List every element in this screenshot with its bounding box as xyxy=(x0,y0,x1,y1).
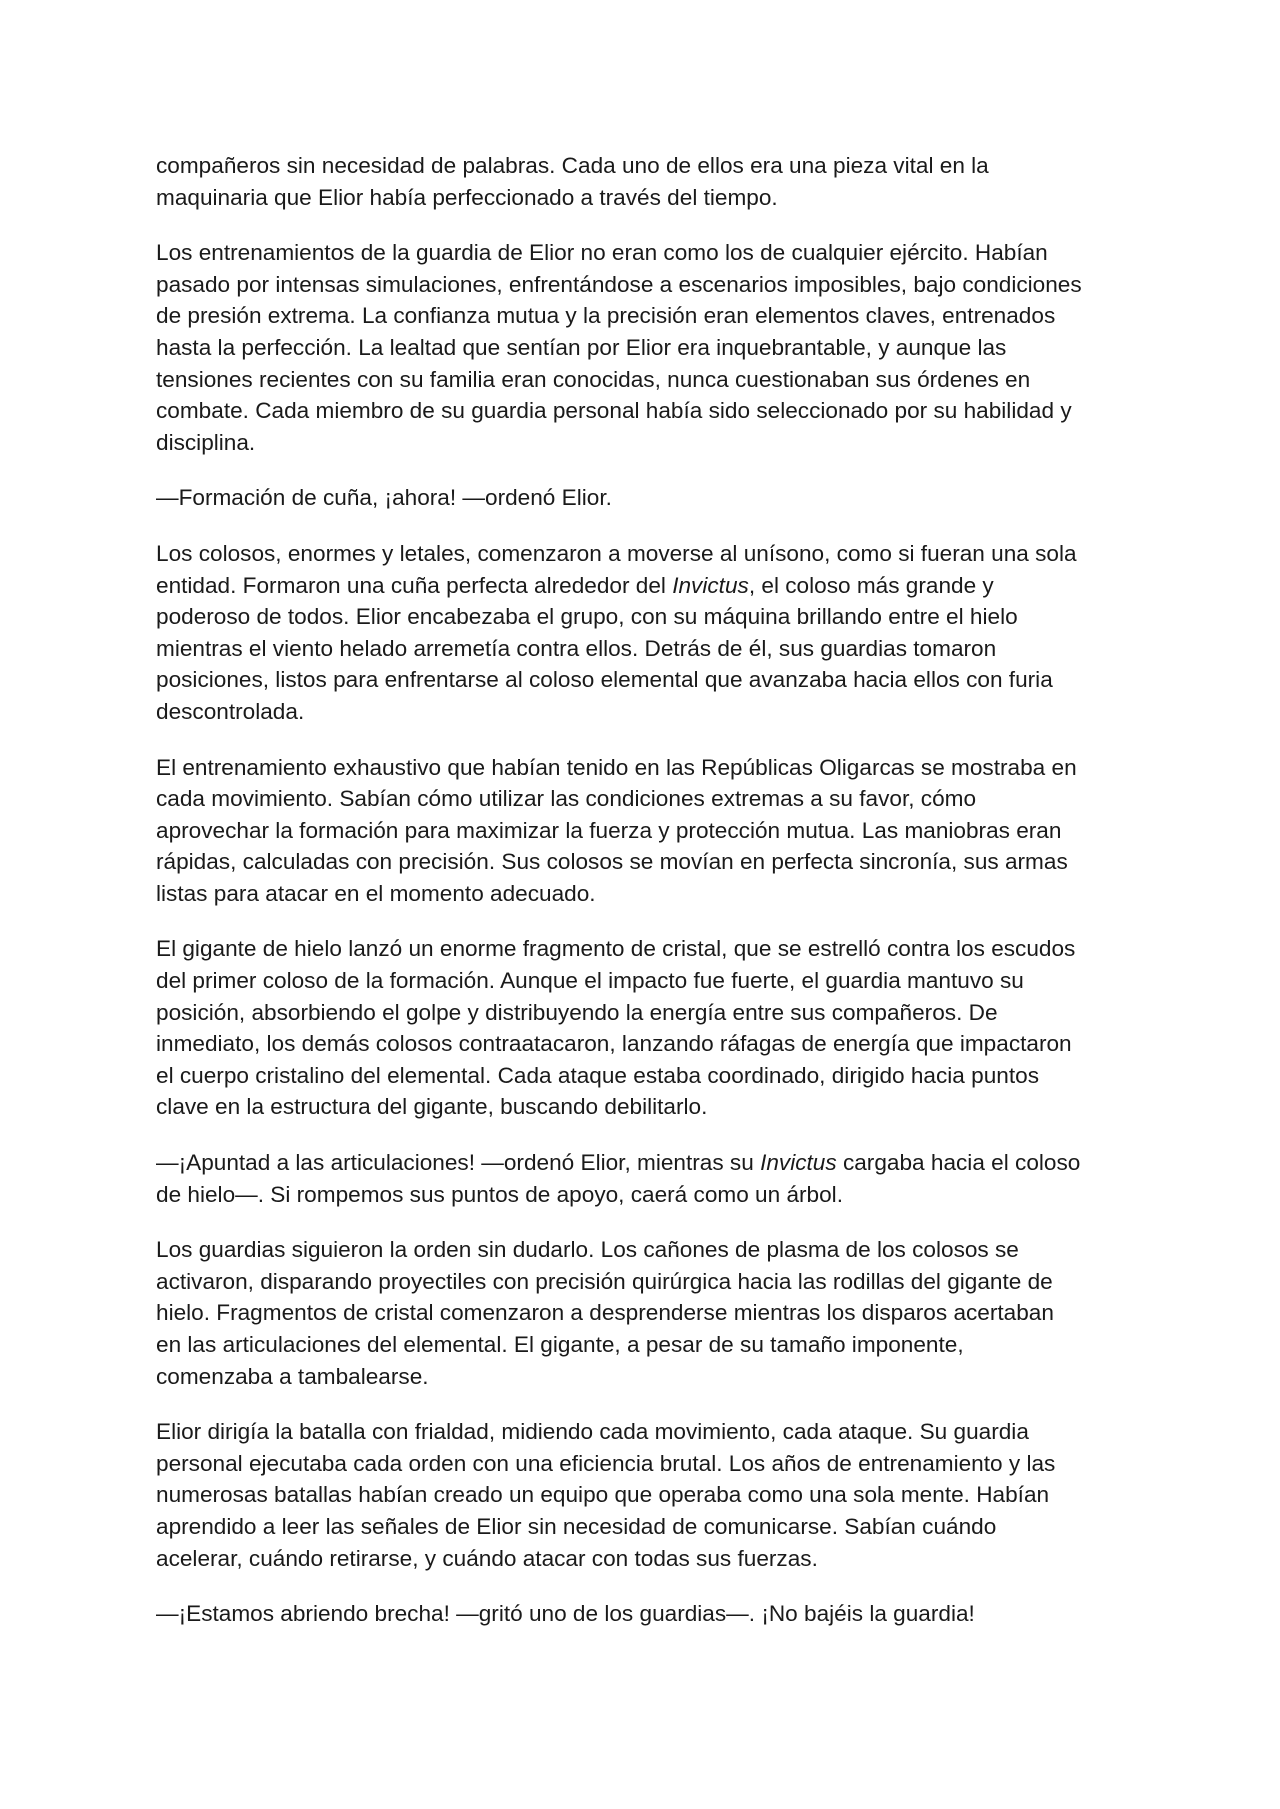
text-line xyxy=(156,664,1136,696)
italic-text: Invictus xyxy=(760,1150,837,1176)
text-run: maquinaria que Elior había perfeccionado a través del tiempo. xyxy=(156,184,778,210)
text-run: , el coloso más grande y xyxy=(748,572,994,598)
text-run: poderoso de todos. Elior encabezaba el grupo, con su máquina brillando entre el hielo xyxy=(156,604,1018,630)
text-line xyxy=(156,570,1136,602)
text-line xyxy=(156,1028,1136,1060)
document-body xyxy=(156,150,1136,1654)
paragraph xyxy=(156,237,1136,458)
text-run: Elior dirigía la batalla con frialdad, midiendo cada movimiento, cada ataque. Su guardia xyxy=(156,1419,1029,1445)
text-line xyxy=(156,1416,1136,1448)
text-run: mientras el viento helado arremetía contra ellos. Detrás de él, sus guardias tomaron xyxy=(156,635,997,661)
paragraph xyxy=(156,482,1136,514)
text-line xyxy=(156,878,1136,910)
text-line xyxy=(156,1448,1136,1480)
text-run: posiciones, listos para enfrentarse al coloso elemental que avanzaba hacia ellos con furia xyxy=(156,667,1053,693)
text-line xyxy=(156,1091,1136,1123)
text-line xyxy=(156,1511,1136,1543)
text-run: del primer coloso de la formación. Aunque el impacto fue fuerte, el guardia mantuvo su xyxy=(156,968,1024,994)
text-run: aprendido a leer las señales de Elior sin necesidad de comunicarse. Sabían cuándo xyxy=(156,1513,997,1539)
text-line xyxy=(156,182,1136,214)
text-line xyxy=(156,1329,1136,1361)
text-run: combate. Cada miembro de su guardia personal había sido seleccionado por su habilidad y xyxy=(156,398,1072,424)
text-line xyxy=(156,300,1136,332)
text-run: inmediato, los demás colosos contraatacaron, lanzando ráfagas de energía que impactaron xyxy=(156,1031,1072,1057)
text-line xyxy=(156,364,1136,396)
text-run: descontrolada. xyxy=(156,698,305,724)
text-line xyxy=(156,1479,1136,1511)
text-line xyxy=(156,997,1136,1029)
text-line xyxy=(156,815,1136,847)
text-line xyxy=(156,965,1136,997)
text-run: acelerar, cuándo retirarse, y cuándo atacar con todas sus fuerzas. xyxy=(156,1545,818,1571)
text-run: tensiones recientes con su familia eran conocidas, nunca cuestionaban sus órdenes en xyxy=(156,366,1031,392)
paragraph xyxy=(156,1416,1136,1574)
text-run: de presión extrema. La confianza mutua y la precisión eran elementos claves, entrenados xyxy=(156,303,1056,329)
text-line xyxy=(156,752,1136,784)
text-run: —Formación de cuña, ¡ahora! —ordenó Elior. xyxy=(156,485,612,511)
text-line xyxy=(156,395,1136,427)
text-line xyxy=(156,269,1136,301)
text-line xyxy=(156,150,1136,182)
text-run: Los colosos, enormes y letales, comenzaron a moverse al unísono, como si fueran una sola xyxy=(156,540,1077,566)
text-line xyxy=(156,1060,1136,1092)
text-run: personal ejecutaba cada orden con una eficiencia brutal. Los años de entrenamiento y las xyxy=(156,1450,1056,1476)
text-line xyxy=(156,1234,1136,1266)
text-run: el cuerpo cristalino del elemental. Cada ataque estaba coordinado, dirigido hacia puntos xyxy=(156,1062,1039,1088)
paragraph xyxy=(156,1598,1136,1630)
text-run: hasta la perfección. La lealtad que sentían por Elior era inquebrantable, y aunque las xyxy=(156,334,1007,360)
text-line xyxy=(156,633,1136,665)
text-line xyxy=(156,783,1136,815)
text-line xyxy=(156,1361,1136,1393)
text-run: disciplina. xyxy=(156,429,256,455)
text-run: —¡Apuntad a las articulaciones! —ordenó Elior, mientras su xyxy=(156,1150,761,1176)
paragraph xyxy=(156,752,1136,910)
text-line xyxy=(156,237,1136,269)
text-run: en las articulaciones del elemental. El gigante, a pesar de su tamaño imponente, xyxy=(156,1332,964,1357)
text-line xyxy=(156,846,1136,878)
text-run: de hielo—. Si rompemos sus puntos de apoyo, caerá como un árbol. xyxy=(156,1181,843,1207)
text-run: clave en la estructura del gigante, buscando debilitarlo. xyxy=(156,1094,708,1120)
text-line xyxy=(156,332,1136,364)
text-run: cargaba hacia el coloso xyxy=(836,1150,1081,1176)
text-run: entidad. Formaron una cuña perfecta alrededor del xyxy=(156,572,673,598)
text-run: cada movimiento. Sabían cómo utilizar las condiciones extremas a su favor, cómo xyxy=(156,786,977,812)
text-run: activaron, disparando proyectiles con precisión quirúrgica hacia las rodillas del gigante de xyxy=(156,1268,1053,1294)
text-run: Los entrenamientos de la guardia de Elior no eran como los de cualquier ejército. Habían xyxy=(156,240,1048,266)
text-line xyxy=(156,1147,1136,1179)
text-line xyxy=(156,1543,1136,1575)
text-run: rápidas, calculadas con precisión. Sus colosos se movían en perfecta sincronía, sus armas xyxy=(156,849,1068,875)
paragraph xyxy=(156,150,1136,213)
paragraph xyxy=(156,933,1136,1123)
text-line xyxy=(156,1266,1136,1298)
text-run: El gigante de hielo lanzó un enorme fragmento de cristal, que se estrelló contra los escudos xyxy=(156,936,1076,962)
text-line xyxy=(156,1179,1136,1211)
text-line xyxy=(156,933,1136,965)
text-line xyxy=(156,601,1136,633)
text-line xyxy=(156,538,1136,570)
text-run: pasado por intensas simulaciones, enfrentándose a escenarios imposibles, bajo condiciones xyxy=(156,271,1082,297)
text-run: listas para atacar en el momento adecuado. xyxy=(156,880,596,906)
paragraph xyxy=(156,538,1136,728)
text-run: aprovechar la formación para maximizar la fuerza y protección mutua. Las maniobras eran xyxy=(156,817,1062,843)
text-run: numerosas batallas habían creado un equipo que operaba como una sola mente. Habían xyxy=(156,1482,1050,1508)
text-line xyxy=(156,482,1136,514)
paragraph xyxy=(156,1234,1136,1392)
text-run: comenzaba a tambalearse. xyxy=(156,1363,429,1389)
text-run: compañeros sin necesidad de palabras. Cada uno de ellos era una pieza vital en la xyxy=(156,153,989,178)
italic-text: Invictus xyxy=(672,572,749,598)
text-line xyxy=(156,427,1136,459)
paragraph xyxy=(156,1147,1136,1210)
text-run: posición, absorbiendo el golpe y distribuyendo la energía entre sus compañeros. De xyxy=(156,999,998,1025)
text-line xyxy=(156,1297,1136,1329)
text-line xyxy=(156,1598,1136,1630)
text-run: —¡Estamos abriendo brecha! —gritó uno de los guardias—. ¡No bajéis la guardia! xyxy=(156,1601,975,1627)
text-run: Los guardias siguieron la orden sin dudarlo. Los cañones de plasma de los colosos se xyxy=(156,1237,1019,1263)
text-line xyxy=(156,696,1136,728)
text-run: El entrenamiento exhaustivo que habían tenido en las Repúblicas Oligarcas se mostraba en xyxy=(156,754,1077,780)
text-run: hielo. Fragmentos de cristal comenzaron a desprenderse mientras los disparos acertaban xyxy=(156,1300,1054,1326)
